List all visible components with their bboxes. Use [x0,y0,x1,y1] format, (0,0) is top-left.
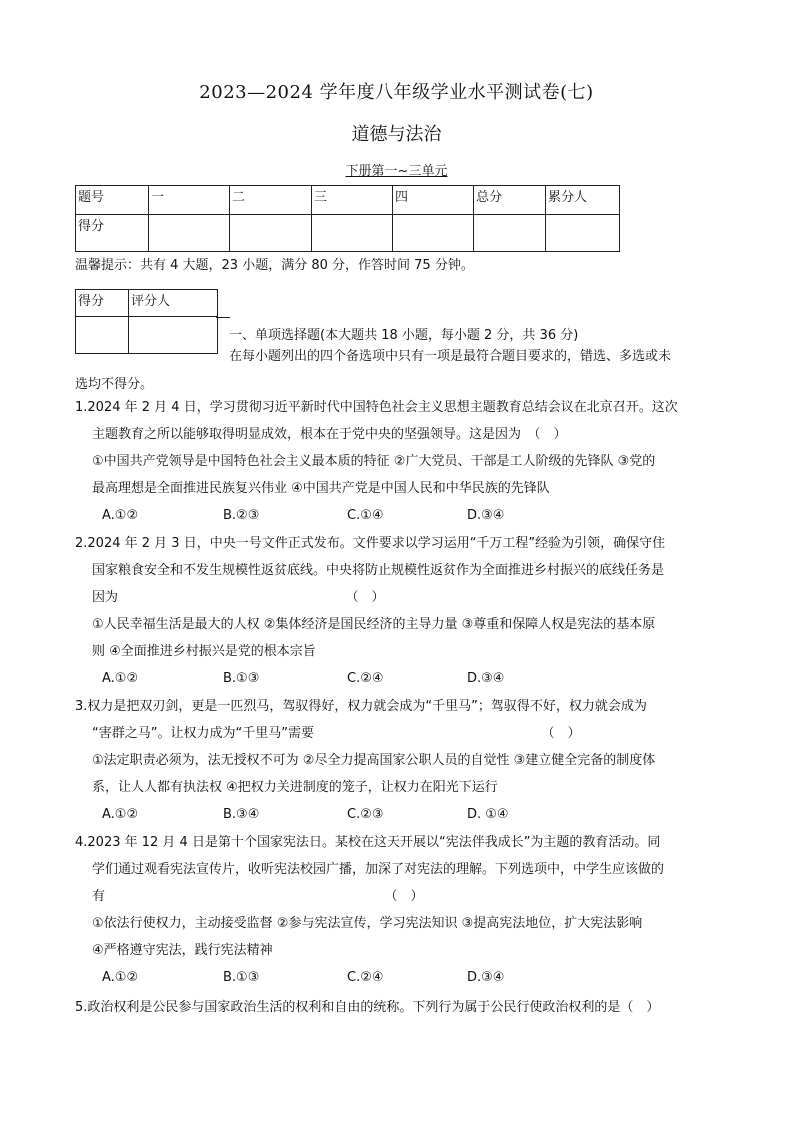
score-cell: 总分 [474,186,546,215]
question-text: 2.2024 年 2 月 3 日，中央一号文件正式发布。文件要求以学习运用“千万工程”经验为引领，确保守住 [75,536,666,551]
section-instructions-cont: 选均不得分。 [75,377,154,392]
question-statements: 则 ④全面推进乡村振兴是党的根本宗旨 [92,644,316,659]
answer-options [75,801,715,828]
score-table-score-row [76,215,620,252]
option-d[interactable]: D.③④ [467,508,505,523]
grader-score-cell[interactable] [76,317,129,354]
option-a[interactable]: A.①② [102,807,139,822]
option-c[interactable]: C.①④ [347,508,384,523]
score-cell: 题号 [76,186,149,215]
option-b[interactable]: B.①③ [223,671,260,686]
question-text: 主题教育之所以能够取得明显成效，根本在于党中央的坚强领导。这是因为 （ ） [92,427,567,442]
option-a[interactable]: A.①② [102,671,139,686]
option-a[interactable]: A.①② [102,508,139,523]
question-3 [75,693,715,828]
question-text: 3.权力是把双刃剑，更是一匹烈马，驾驭得好，权力就会成为“千里马”；驾驭得不好，权力就会成为 [75,699,647,714]
question-text: 因为 （ ） [92,590,385,605]
option-d[interactable]: D. ①④ [467,807,509,822]
grader-table [75,289,218,354]
question-statements: ①人民幸福生活是最大的人权 ②集体经济是国民经济的主导力量 ③尊重和保障人权是宪法的基本原 [92,617,656,632]
exam-tip: 温馨提示：共有 4 大题，23 小题，满分 80 分，作答时间 75 分钟。 [75,258,474,273]
option-d[interactable]: D.③④ [467,671,505,686]
option-b[interactable]: B.③④ [223,807,260,822]
question-text: 4.2023 年 12 月 4 日是第十个国家宪法日。某校在这天开展以“宪法伴我成长”为主题的教育活动。同 [75,835,661,850]
section-instructions: 在每小题列出的四个备选项中只有一项是最符合题目要求的，错选、多选或未 [229,349,672,364]
option-c[interactable]: C.②③ [347,807,384,822]
question-statements: ①依法行使权力，主动接受监督 ②参与宪法宣传，学习宪法知识 ③提高宪法地位，扩大宪法影响 [92,916,643,931]
score-entry-cell[interactable] [149,215,230,252]
question-text: 国家粮食安全和不发生规模性返贫底线。中央将防止规模性返贫作为全面推进乡村振兴的底线任务是 [92,563,665,578]
question-text: 有 （ ） [92,889,424,904]
answer-options [75,502,715,529]
option-c[interactable]: C.②④ [347,671,384,686]
option-d[interactable]: D.③④ [467,970,505,985]
question-1 [75,394,715,529]
question-statements: ①法定职责必须为，法无授权不可为 ②尽全力提高国家公职人员的自觉性 ③建立健全完备的制度体 [92,753,656,768]
score-table [75,185,620,252]
option-c[interactable]: C.②④ [347,970,384,985]
exam-title: 2023—2024 学年度八年级学业水平测试卷(七) [199,82,594,103]
score-cell: 二 [230,186,312,215]
score-cell: 累分人 [546,186,620,215]
score-entry-cell[interactable] [474,215,546,252]
score-entry-cell[interactable] [312,215,393,252]
answer-options [75,665,715,692]
question-statements: 系，让人人都有执法权 ④把权力关进制度的笼子，让权力在阳光下运行 [92,780,498,795]
score-entry-cell[interactable] [393,215,474,252]
score-entry-cell[interactable] [230,215,312,252]
option-b[interactable]: B.①③ [223,970,260,985]
grader-name-label: 评分人 [129,290,218,317]
score-entry-cell[interactable] [546,215,620,252]
question-5 [75,994,715,1021]
question-text: 学们通过观看宪法宣传片，收听宪法校园广播，加深了对宪法的理解。下列选项中，中学生应该做的 [92,862,665,877]
subject-title: 道德与法治 [351,124,442,145]
question-text: “害群之马”。让权力成为“千里马”需要 （ ） [92,726,581,741]
question-text: 1.2024 年 2 月 4 日，学习贯彻习近平新时代中国特色社会主义思想主题教育总结会议在北京召开。这次 [75,400,678,415]
grader-score-label: 得分 [76,290,129,317]
score-cell: 三 [312,186,393,215]
score-cell: 一 [149,186,230,215]
section-heading: 一、单项选择题(本大题共 18 小题，每小题 2 分，共 36 分) [229,328,579,343]
question-4 [75,829,715,991]
answer-options [75,964,715,991]
score-cell: 四 [393,186,474,215]
question-statements: ④严格遵守宪法，践行宪法精神 [92,943,273,958]
option-b[interactable]: B.②③ [223,508,260,523]
score-table-header-row [76,186,620,215]
option-a[interactable]: A.①② [102,970,139,985]
question-2 [75,530,715,692]
question-statements: 最高理想是全面推进民族复兴伟业 ④中国共产党是中国人民和中华民族的先锋队 [92,481,550,496]
question-statements: ①中国共产党领导是中国特色社会主义最本质的特征 ②广大党员、干部是工人阶级的先锋队 ③党的 [92,454,656,469]
exam-scope [0,160,793,179]
section-divider [216,317,230,318]
question-text: 5.政治权利是公民参与国家政治生活的权利和自由的统称。下列行为属于公民行使政治权利的是（ ） [75,1000,660,1015]
score-row-label: 得分 [76,215,149,252]
grader-name-cell[interactable] [129,317,218,354]
exam-scope-text: 下册第一~三单元 [345,164,448,179]
